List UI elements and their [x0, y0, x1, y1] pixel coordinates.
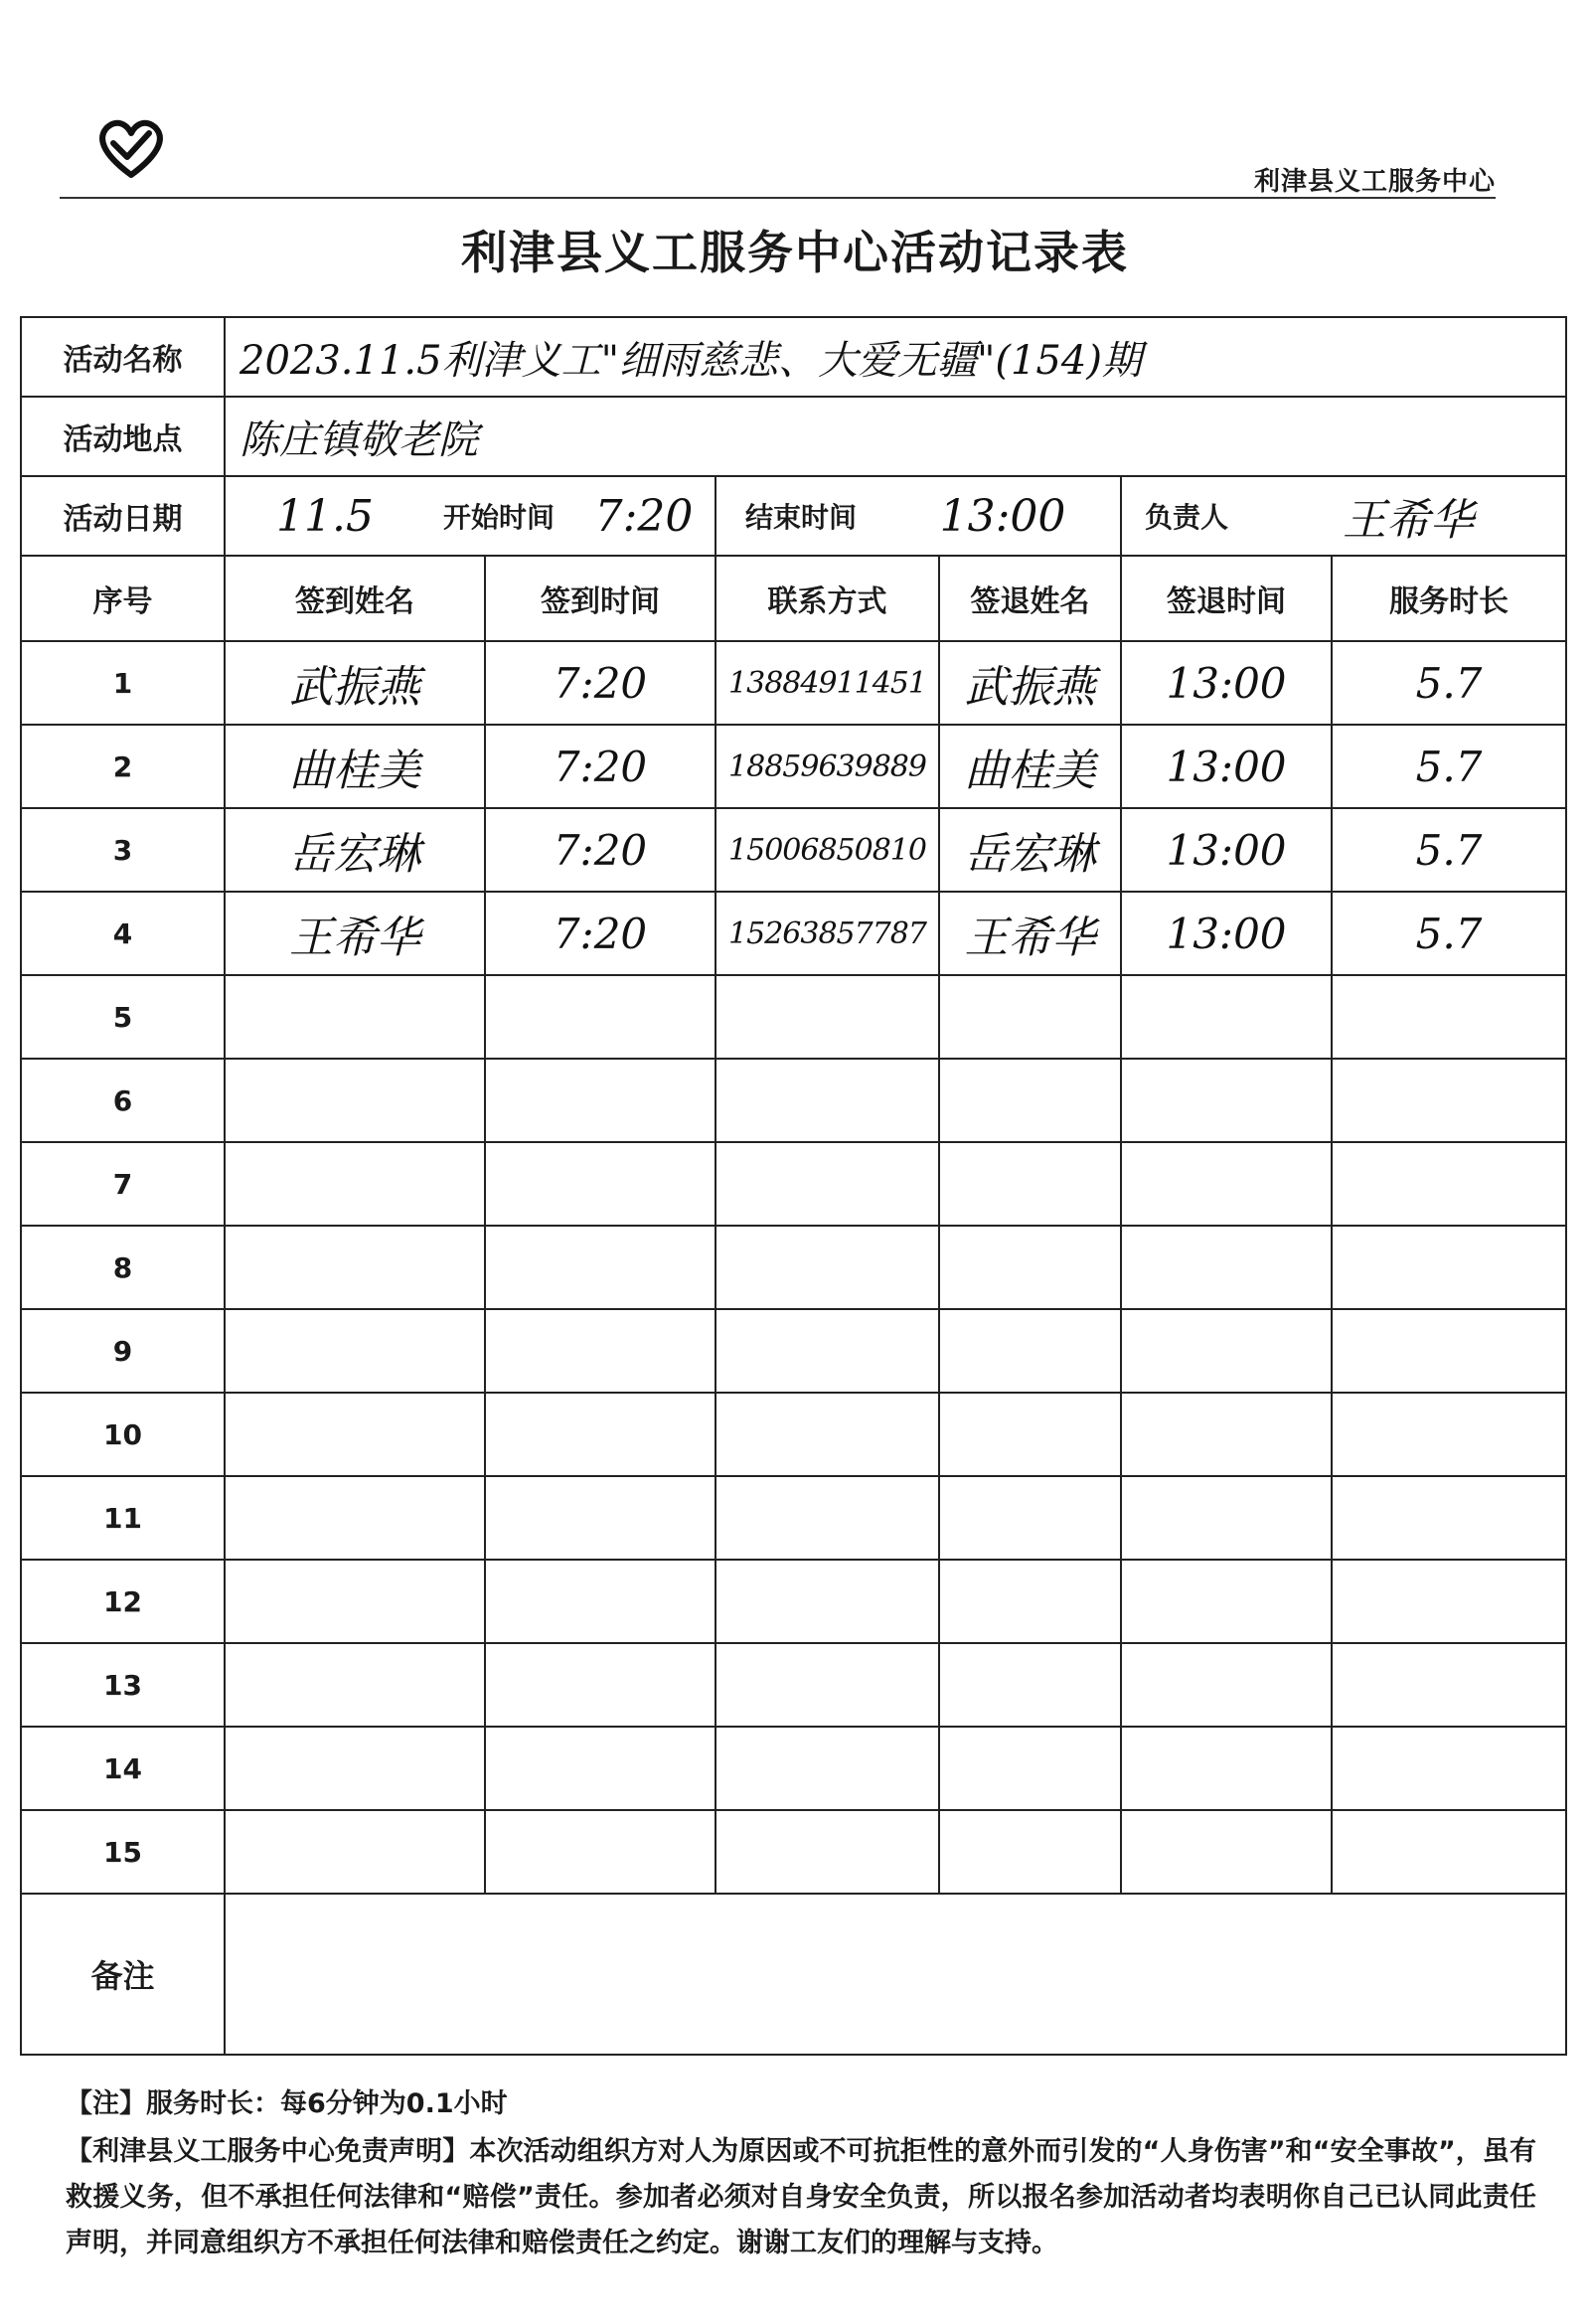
table-row: [21, 975, 1566, 1059]
end-time-label: 结束时间: [744, 501, 857, 534]
signout-name: [939, 1643, 1121, 1727]
activity-record-table: [20, 316, 1567, 2056]
service-hours: [1332, 1727, 1566, 1810]
service-hours: 5.7: [1332, 892, 1566, 975]
signout-name: [939, 975, 1121, 1059]
service-hours: [1332, 1226, 1566, 1309]
signin-name: 武振燕: [225, 641, 485, 725]
column-header-row: [21, 556, 1566, 641]
signout-name: [939, 1476, 1121, 1560]
contact-phone: [716, 1309, 939, 1393]
service-hours: 5.7: [1332, 808, 1566, 892]
signin-time: [485, 1226, 716, 1309]
lead-cell: [1121, 476, 1566, 556]
signin-name: [225, 1476, 485, 1560]
signin-time: [485, 1560, 716, 1643]
signin-time: [485, 975, 716, 1059]
row-number: 10: [21, 1393, 225, 1476]
signout-time: [1121, 1309, 1332, 1393]
table-row: [21, 1142, 1566, 1226]
lead-value: 王希华: [1343, 495, 1475, 546]
page-title: 利津县义工服务中心活动记录表: [461, 226, 1129, 279]
signin-time: 7:20: [485, 641, 716, 725]
service-hours-note: 【注】服务时长：每6分钟为0.1小时: [66, 2088, 508, 2119]
col-header-signin-time: 签到时间: [485, 556, 716, 641]
signin-time: [485, 1810, 716, 1894]
signout-name: [939, 1142, 1121, 1226]
signin-name: [225, 1309, 485, 1393]
signin-time: 7:20: [485, 892, 716, 975]
activity-name-row: [21, 317, 1566, 397]
signin-name: [225, 1142, 485, 1226]
table-row: [21, 1226, 1566, 1309]
service-hours: [1332, 1810, 1566, 1894]
table-row: [21, 808, 1566, 892]
contact-phone: [716, 1560, 939, 1643]
signin-time: [485, 1059, 716, 1142]
location-label: 活动地点: [21, 397, 225, 476]
signout-time: [1121, 1643, 1332, 1727]
service-hours: [1332, 1393, 1566, 1476]
signout-time: [1121, 1810, 1332, 1894]
row-number: 1: [21, 641, 225, 725]
col-header-service-hours: 服务时长: [1332, 556, 1566, 641]
signin-time: [485, 1476, 716, 1560]
row-number: 3: [21, 808, 225, 892]
table-row: [21, 1810, 1566, 1894]
service-hours: [1332, 1309, 1566, 1393]
signout-name: [939, 1226, 1121, 1309]
remark-row: [21, 1894, 1566, 2055]
signout-time: [1121, 1727, 1332, 1810]
contact-phone: [716, 1142, 939, 1226]
table-row: [21, 1476, 1566, 1560]
remark-label: 备注: [21, 1894, 225, 2055]
table-row: [21, 892, 1566, 975]
col-header-signin-name: 签到姓名: [225, 556, 485, 641]
signout-name: 武振燕: [939, 641, 1121, 725]
row-number: 7: [21, 1142, 225, 1226]
date-value: 11.5: [276, 490, 374, 542]
row-number: 14: [21, 1727, 225, 1810]
signin-time: 7:20: [485, 725, 716, 808]
signout-time: [1121, 1476, 1332, 1560]
date-start-cell: [225, 476, 716, 556]
contact-phone: [716, 1393, 939, 1476]
remark-value: [225, 1894, 1566, 2055]
signout-name: 曲桂美: [939, 725, 1121, 808]
signin-time: 7:20: [485, 808, 716, 892]
contact-phone: 15263857787: [716, 892, 939, 975]
table-row: [21, 1643, 1566, 1727]
row-number: 6: [21, 1059, 225, 1142]
contact-phone: [716, 1643, 939, 1727]
table-row: [21, 1393, 1566, 1476]
row-number: 12: [21, 1560, 225, 1643]
contact-phone: [716, 1476, 939, 1560]
signin-name: 曲桂美: [225, 725, 485, 808]
service-hours: [1332, 1142, 1566, 1226]
signin-name: [225, 1393, 485, 1476]
signout-name: [939, 1393, 1121, 1476]
col-header-seq: 序号: [21, 556, 225, 641]
signout-time: [1121, 1142, 1332, 1226]
signout-name: 王希华: [939, 892, 1121, 975]
signin-name: [225, 1226, 485, 1309]
signin-name: [225, 1059, 485, 1142]
row-number: 11: [21, 1476, 225, 1560]
row-number: 13: [21, 1643, 225, 1727]
signout-time: 13:00: [1121, 892, 1332, 975]
col-header-contact: 联系方式: [716, 556, 939, 641]
contact-phone: [716, 1226, 939, 1309]
signout-time: [1121, 1059, 1332, 1142]
signout-time: [1121, 1393, 1332, 1476]
contact-phone: [716, 1059, 939, 1142]
signin-time: [485, 1643, 716, 1727]
contact-phone: 18859639889: [716, 725, 939, 808]
activity-name-label: 活动名称: [21, 317, 225, 397]
start-time-value: 7:20: [594, 490, 694, 542]
contact-phone: [716, 1727, 939, 1810]
service-hours: [1332, 1476, 1566, 1560]
contact-phone: 13884911451: [716, 641, 939, 725]
col-header-signout-time: 签退时间: [1121, 556, 1332, 641]
end-time-cell: [716, 476, 1121, 556]
signin-name: [225, 1643, 485, 1727]
row-number: 4: [21, 892, 225, 975]
signout-time: [1121, 975, 1332, 1059]
signin-name: 王希华: [225, 892, 485, 975]
location-value: 陈庄镇敬老院: [225, 397, 1566, 476]
col-header-signout-name: 签退姓名: [939, 556, 1121, 641]
table-row: [21, 1727, 1566, 1810]
activity-name-value: 2023.11.5利津义工"细雨慈悲、大爱无疆"(154)期: [225, 317, 1566, 397]
signout-time: [1121, 1226, 1332, 1309]
lead-label: 负责人: [1144, 501, 1228, 534]
signin-name: [225, 1560, 485, 1643]
signin-time: [485, 1142, 716, 1226]
signout-name: [939, 1560, 1121, 1643]
service-hours: 5.7: [1332, 641, 1566, 725]
signout-time: 13:00: [1121, 808, 1332, 892]
signin-time: [485, 1309, 716, 1393]
table-row: [21, 1309, 1566, 1393]
disclaimer-text: 【利津县义工服务中心免责声明】本次活动组织方对人为原因或不可抗拒性的意外而引发的“人身伤害”和“安全事故”，虽有救援义务，但不承担任何法律和“赔偿”责任。参加者必须对自身安全负责，所以报名参加活动者均表明你自己已认同此责任声明，并同意组织方不承担任何法律和赔偿责任之约定。谢谢工友们的理解与支持。: [66, 2136, 1536, 2258]
table-row: [21, 725, 1566, 808]
row-number: 2: [21, 725, 225, 808]
service-hours: [1332, 1560, 1566, 1643]
signout-name: [939, 1309, 1121, 1393]
signout-name: [939, 1810, 1121, 1894]
signout-time: [1121, 1560, 1332, 1643]
signin-name: [225, 1810, 485, 1894]
signout-name: [939, 1727, 1121, 1810]
end-time-value: 13:00: [939, 490, 1066, 542]
service-hours: 5.7: [1332, 725, 1566, 808]
signout-time: 13:00: [1121, 725, 1332, 808]
service-hours: [1332, 1643, 1566, 1727]
row-number: 15: [21, 1810, 225, 1894]
signout-name: 岳宏琳: [939, 808, 1121, 892]
signout-name: [939, 1059, 1121, 1142]
schedule-row: [21, 476, 1566, 556]
header-rule: [60, 197, 1496, 199]
row-number: 5: [21, 975, 225, 1059]
service-hours: [1332, 975, 1566, 1059]
signin-name: 岳宏琳: [225, 808, 485, 892]
signin-name: [225, 975, 485, 1059]
contact-phone: 15006850810: [716, 808, 939, 892]
signout-time: 13:00: [1121, 641, 1332, 725]
signin-time: [485, 1393, 716, 1476]
location-row: [21, 397, 1566, 476]
table-row: [21, 641, 1566, 725]
start-time-label: 开始时间: [442, 501, 555, 534]
org-header-name: 利津县义工服务中心: [1253, 167, 1496, 197]
table-row: [21, 1059, 1566, 1142]
table-row: [21, 1560, 1566, 1643]
contact-phone: [716, 975, 939, 1059]
date-label: 活动日期: [21, 476, 225, 556]
row-number: 8: [21, 1226, 225, 1309]
heart-logo-icon: [91, 109, 171, 189]
service-hours: [1332, 1059, 1566, 1142]
signin-time: [485, 1727, 716, 1810]
row-number: 9: [21, 1309, 225, 1393]
signin-name: [225, 1727, 485, 1810]
contact-phone: [716, 1810, 939, 1894]
